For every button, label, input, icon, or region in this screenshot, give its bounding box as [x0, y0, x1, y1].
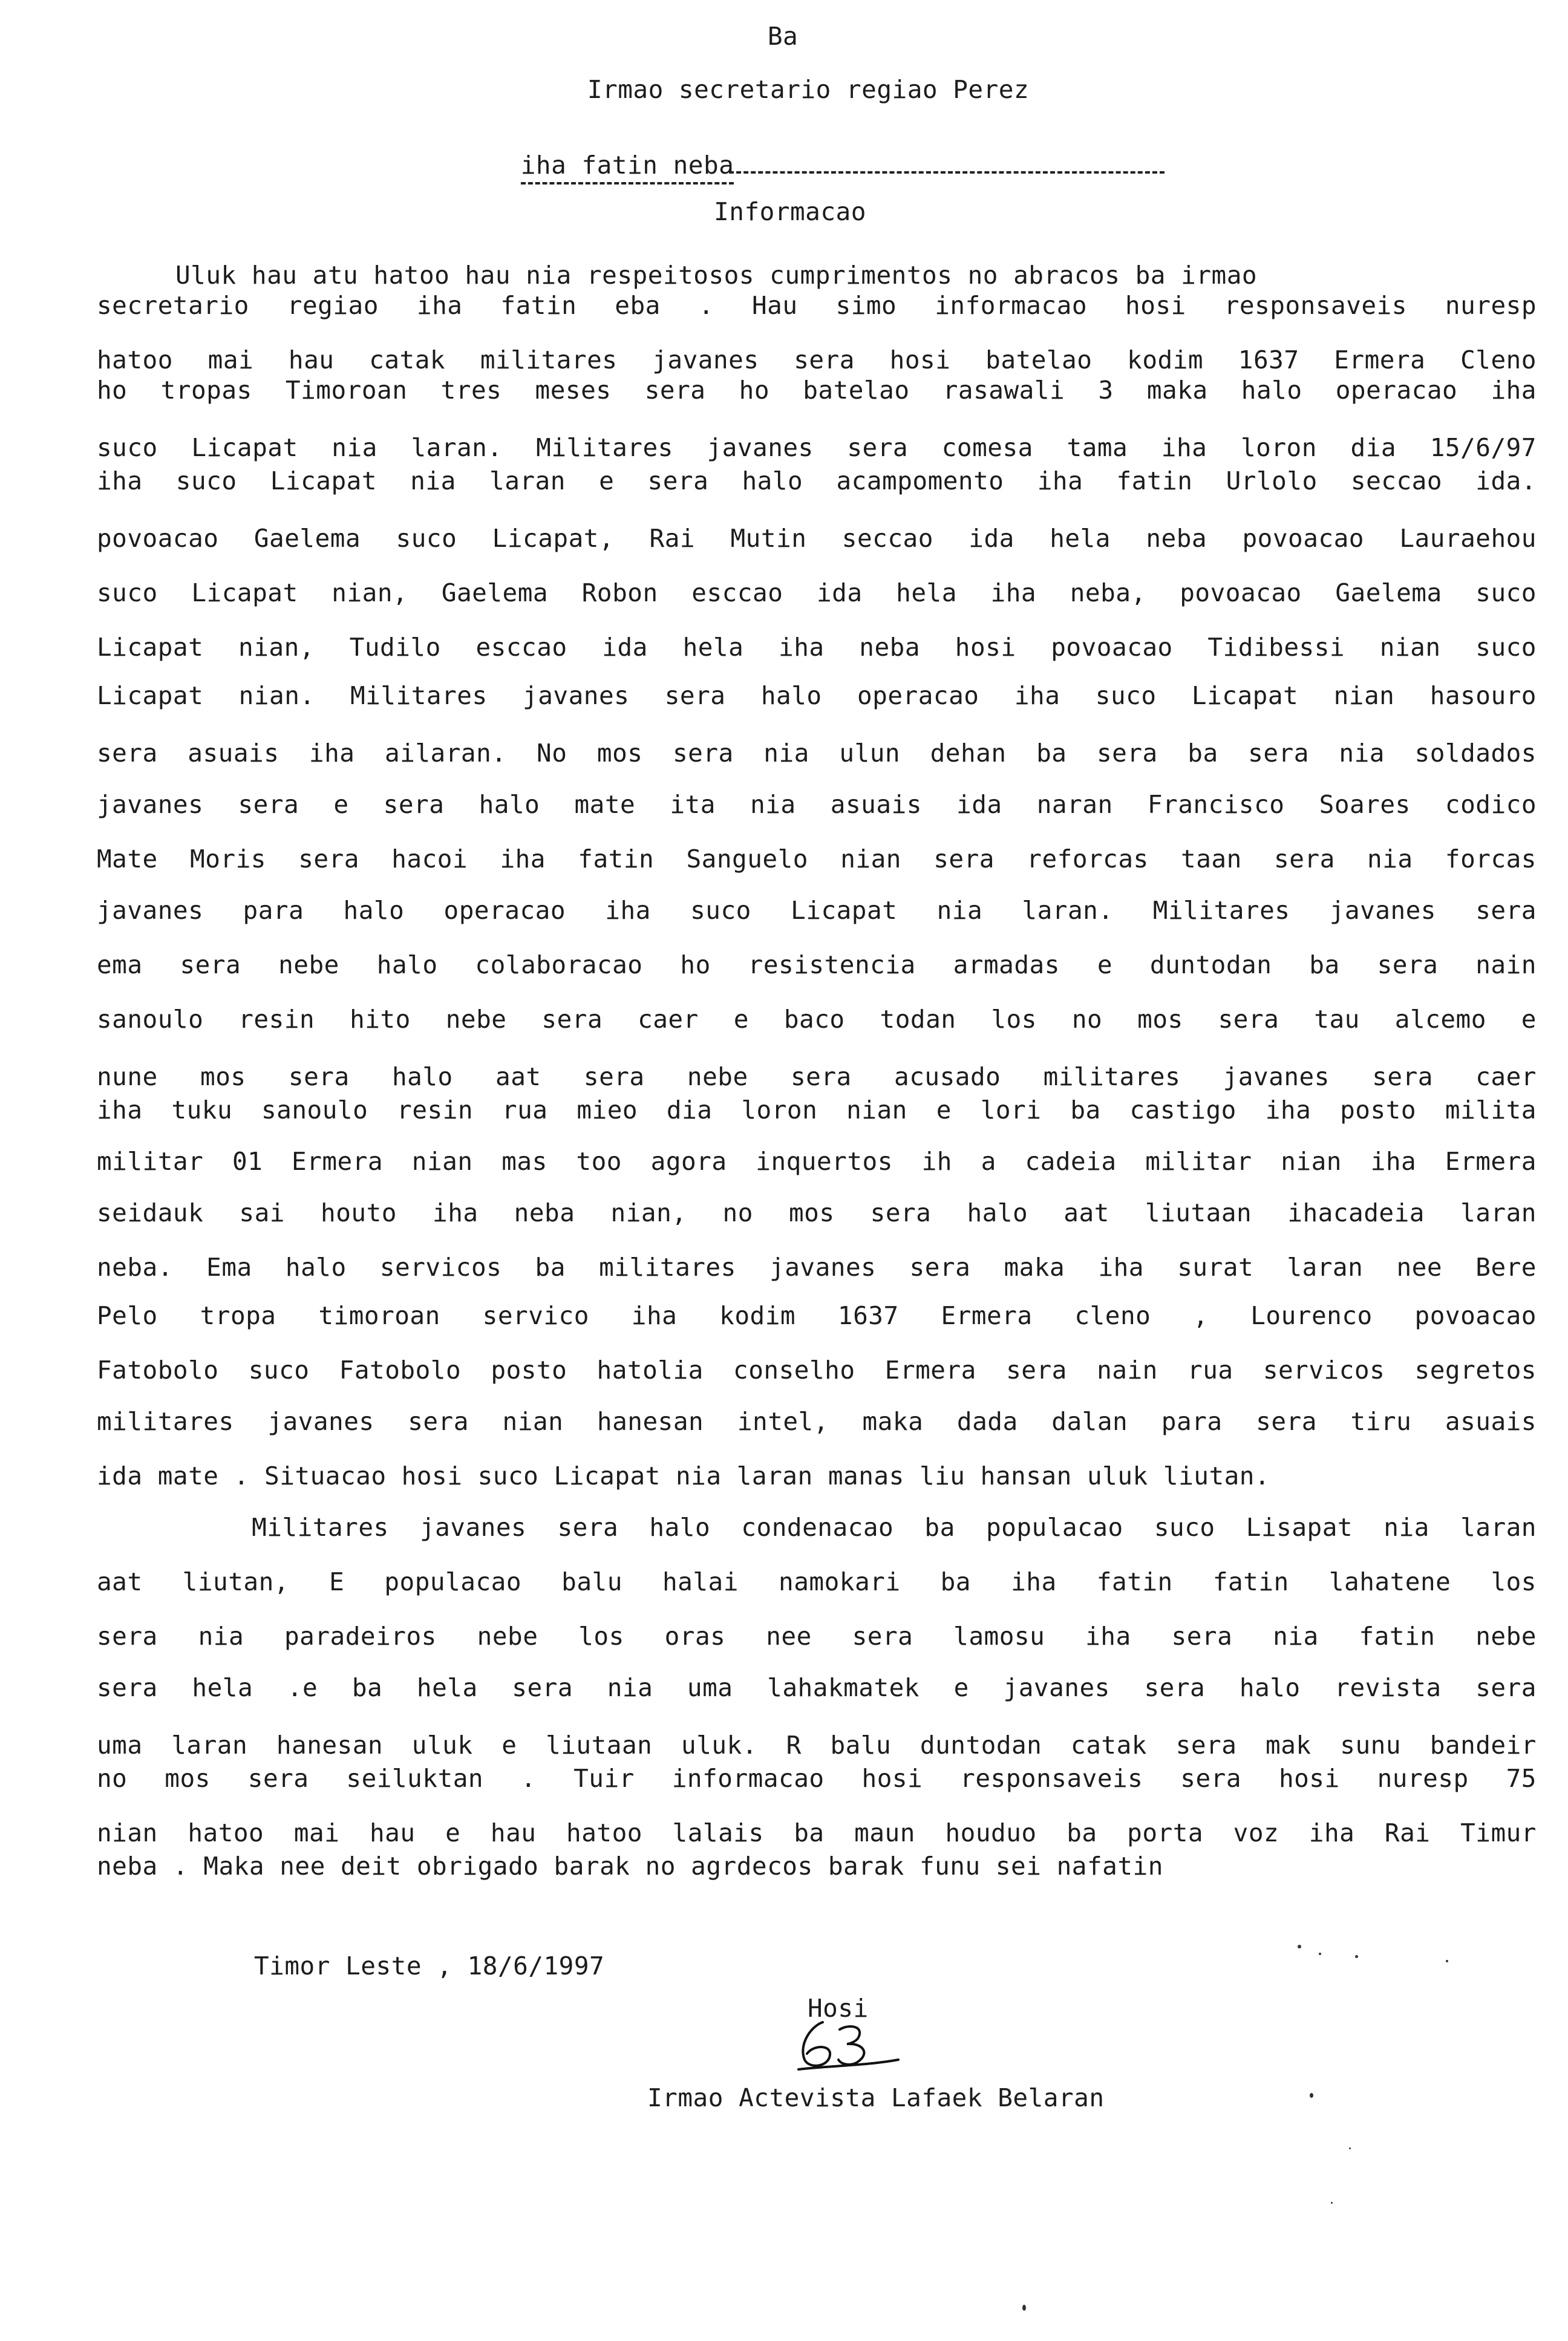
scan-speck	[1022, 2305, 1026, 2311]
body-line: sera asuais iha ailaran. No mos sera nia ulun dehan ba sera ba sera nia soldados	[97, 739, 1537, 768]
body-line: militar 01 Ermera nian mas too agora inquertos ih a cadeia militar nian iha Ermera	[97, 1147, 1537, 1176]
subject-heading: Informacao	[714, 197, 866, 226]
body-line: Licapat nian. Militares javanes sera halo operacao iha suco Licapat nian hasouro	[97, 681, 1537, 710]
body-line: javanes para halo operacao iha suco Licapat nia laran. Militares javanes sera	[97, 896, 1537, 925]
body-line: sanoulo resin hito nebe sera caer e baco todan los no mos sera tau alcemo e	[97, 1005, 1537, 1034]
body-line: no mos sera seiluktan . Tuir informacao hosi responsaveis sera hosi nuresp 75	[97, 1764, 1537, 1793]
body-line: ho tropas Timoroan tres meses sera ho batelao rasawali 3 maka halo operacao iha	[97, 376, 1537, 405]
body-line: sera nia paradeiros nebe los oras nee sera lamosu iha sera nia fatin nebe	[97, 1622, 1537, 1651]
addressee: Irmao secretario regiao Perez	[587, 75, 1030, 104]
body-line: aat liutan, E populacao balu halai namokari ba iha fatin fatin lahatene los	[97, 1567, 1537, 1596]
body-line: Licapat nian, Tudilo esccao ida hela iha neba hosi povoacao Tidibessi nian suco	[97, 633, 1537, 662]
place-date: Timor Leste , 18/6/1997	[254, 1951, 605, 1980]
body-line: neba. Ema halo servicos ba militares javanes sera maka iha surat laran nee Bere	[97, 1253, 1537, 1282]
body-line: Mate Moris sera hacoi iha fatin Sanguelo nian sera reforcas taan sera nia forcas	[97, 844, 1537, 873]
underline-tail	[729, 171, 1165, 174]
scan-speck	[1331, 2202, 1333, 2204]
location-line	[460, 128, 1165, 203]
body-line: suco Licapat nia laran. Militares javanes sera comesa tama iha loron dia 15/6/97	[97, 433, 1537, 462]
body-line: povoacao Gaelema suco Licapat, Rai Mutin seccao ida hela neba povoacao Lauraehou	[97, 524, 1537, 553]
from-label: Hosi	[808, 1994, 869, 2023]
scan-speck	[1298, 1945, 1301, 1948]
scan-speck	[1349, 2147, 1351, 2149]
body-line: sera hela .e ba hela sera nia uma lahakmatek e javanes sera halo revista sera	[97, 1673, 1537, 1702]
body-line: militares javanes sera nian hanesan intel, maka dada dalan para sera tiru asuais	[97, 1407, 1537, 1436]
body-line: nune mos sera halo aat sera nebe sera acusado militares javanes sera caer	[97, 1062, 1537, 1091]
body-line: ida mate . Situacao hosi suco Licapat nia laran manas liu hansan uluk liutan.	[97, 1461, 1270, 1490]
handwritten-signature	[786, 2011, 901, 2078]
body-line: neba . Maka nee deit obrigado barak no agrdecos barak funu sei nafatin	[97, 1852, 1163, 1881]
body-line: javanes sera e sera halo mate ita nia asuais ida naran Francisco Soares codico	[97, 790, 1537, 819]
location-text: iha fatin neba	[521, 151, 734, 184]
body-line: secretario regiao iha fatin eba . Hau simo informacao hosi responsaveis nuresp	[97, 291, 1537, 320]
body-line: hatoo mai hau catak militares javanes sera hosi batelao kodim 1637 Ermera Cleno	[97, 345, 1537, 374]
body-line: uma laran hanesan uluk e liutaan uluk. R balu duntodan catak sera mak sunu bandeir	[97, 1731, 1537, 1760]
body-line: iha suco Licapat nia laran e sera halo acampomento iha fatin Urlolo seccao ida.	[97, 466, 1537, 495]
body-line: iha tuku sanoulo resin rua mieo dia loron nian e lori ba castigo iha posto milita	[97, 1095, 1537, 1125]
scan-speck	[1310, 2093, 1313, 2098]
body-line: Pelo tropa timoroan servico iha kodim 1637 Ermera cleno , Lourenco povoacao	[97, 1301, 1537, 1330]
body-line: Militares javanes sera halo condenacao ba populacao suco Lisapat nia laran	[97, 1513, 1537, 1542]
sender-name: Irmao Actevista Lafaek Belaran	[647, 2083, 1105, 2112]
body-line: suco Licapat nian, Gaelema Robon esccao ida hela iha neba, povoacao Gaelema suco	[97, 578, 1537, 607]
body-line: Uluk hau atu hatoo hau nia respeitosos cumprimentos no abracos ba irmao	[175, 261, 1258, 290]
body-line: seidauk sai houto iha neba nian, no mos sera halo aat liutaan ihacadeia laran	[97, 1198, 1537, 1227]
body-line: ema sera nebe halo colaboracao ho resistencia armadas e duntodan ba sera nain	[97, 950, 1537, 979]
scan-speck	[1355, 1955, 1358, 1958]
scan-speck	[1319, 1953, 1321, 1955]
to-line: Ba	[767, 22, 799, 51]
body-line: nian hatoo mai hau e hau hatoo lalais ba maun houduo ba porta voz iha Rai Timur	[97, 1818, 1537, 1847]
body-line: Fatobolo suco Fatobolo posto hatolia conselho Ermera sera nain rua servicos segretos	[97, 1356, 1537, 1385]
scan-speck	[1446, 1960, 1448, 1962]
